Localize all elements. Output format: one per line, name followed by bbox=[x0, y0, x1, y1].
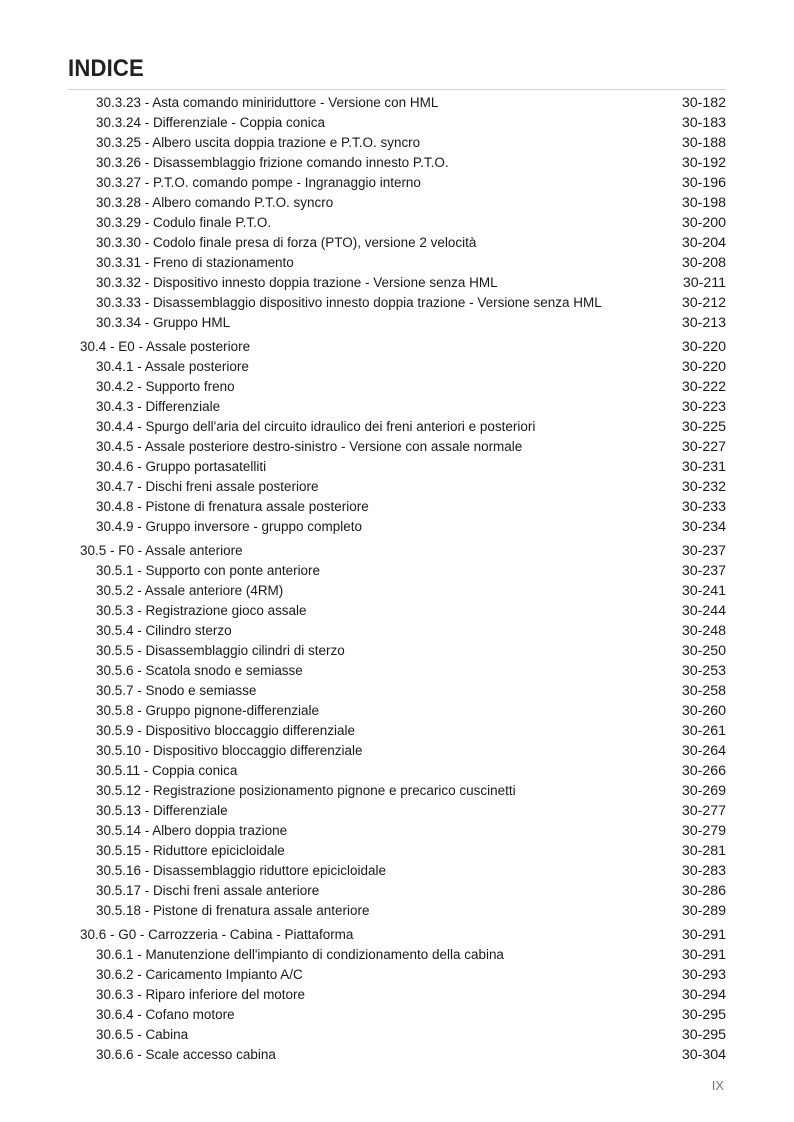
toc-entry-page: 30-222 bbox=[681, 379, 726, 395]
toc-entry[interactable] bbox=[80, 497, 726, 517]
toc-entry-label: 30.6 - G0 - Carrozzeria - Cabina - Piattaforma bbox=[80, 927, 354, 943]
toc-entry[interactable] bbox=[80, 313, 726, 333]
toc-entry-page: 30-200 bbox=[681, 215, 726, 231]
toc-entry-label: 30.3.26 - Disassemblaggio frizione comando innesto P.T.O. bbox=[96, 155, 449, 171]
toc-entry-page: 30-293 bbox=[681, 967, 726, 983]
toc-entry-page: 30-294 bbox=[681, 987, 726, 1003]
toc-entry-label: 30.4.7 - Dischi freni assale posteriore bbox=[96, 479, 319, 495]
toc-entry-label: 30.6.6 - Scale accesso cabina bbox=[96, 1047, 276, 1063]
toc-entry-label: 30.6.1 - Manutenzione dell'impianto di condizionamento della cabina bbox=[96, 947, 504, 963]
toc-entry-page: 30-304 bbox=[681, 1047, 726, 1063]
table-of-contents bbox=[80, 93, 726, 1065]
toc-entry-page: 30-213 bbox=[681, 315, 726, 331]
toc-entry-label: 30.4.3 - Differenziale bbox=[96, 399, 221, 415]
toc-entry[interactable] bbox=[80, 1025, 726, 1045]
toc-entry-page: 30-250 bbox=[681, 643, 726, 659]
toc-entry-label: 30.5.5 - Disassemblaggio cilindri di sterzo bbox=[96, 643, 345, 659]
toc-entry-page: 30-248 bbox=[681, 623, 726, 639]
toc-entry[interactable] bbox=[80, 377, 726, 397]
toc-entry-page: 30-291 bbox=[681, 947, 726, 963]
toc-entry-page: 30-232 bbox=[681, 479, 726, 495]
toc-entry[interactable] bbox=[80, 113, 726, 133]
toc-entry-label: 30.4.4 - Spurgo dell'aria del circuito idraulico dei freni anteriori e posteriori bbox=[96, 419, 536, 435]
toc-entry-label: 30.5.2 - Assale anteriore (4RM) bbox=[96, 583, 284, 599]
toc-entry[interactable] bbox=[80, 93, 726, 113]
toc-entry-page: 30-237 bbox=[681, 543, 726, 559]
toc-entry-page: 30-198 bbox=[681, 195, 726, 211]
toc-entry[interactable] bbox=[80, 397, 726, 417]
toc-entry[interactable] bbox=[80, 193, 726, 213]
toc-entry[interactable] bbox=[80, 133, 726, 153]
toc-entry-page: 30-295 bbox=[681, 1027, 726, 1043]
toc-entry-label: 30.5.6 - Scatola snodo e semiasse bbox=[96, 663, 303, 679]
toc-entry[interactable] bbox=[80, 581, 726, 601]
toc-entry[interactable] bbox=[80, 641, 726, 661]
toc-entry[interactable] bbox=[80, 1045, 726, 1065]
page-title: INDICE bbox=[68, 55, 144, 82]
toc-entry-label: 30.3.33 - Disassemblaggio dispositivo innesto doppia trazione - Versione senza HML bbox=[96, 295, 602, 311]
toc-entry-page: 30-233 bbox=[681, 499, 726, 515]
toc-entry-page: 30-188 bbox=[681, 135, 726, 151]
toc-entry-page: 30-261 bbox=[681, 723, 726, 739]
toc-entry[interactable] bbox=[80, 273, 726, 293]
toc-entry-label: 30.5.9 - Dispositivo bloccaggio differenziale bbox=[96, 723, 355, 739]
toc-entry-label: 30.4 - E0 - Assale posteriore bbox=[80, 339, 251, 355]
toc-entry-label: 30.5.17 - Dischi freni assale anteriore bbox=[96, 883, 320, 899]
toc-entry-label: 30.5.16 - Disassemblaggio riduttore epicicloidale bbox=[96, 863, 386, 879]
toc-entry-label: 30.6.4 - Cofano motore bbox=[96, 1007, 235, 1023]
toc-entry-label: 30.4.1 - Assale posteriore bbox=[96, 359, 249, 375]
toc-entry[interactable] bbox=[80, 417, 726, 437]
toc-entry[interactable] bbox=[80, 781, 726, 801]
toc-entry[interactable] bbox=[80, 861, 726, 881]
toc-entry-label: 30.3.29 - Codulo finale P.T.O. bbox=[96, 215, 272, 231]
toc-entry[interactable] bbox=[80, 213, 726, 233]
toc-entry[interactable] bbox=[80, 457, 726, 477]
toc-entry[interactable] bbox=[80, 841, 726, 861]
toc-entry[interactable] bbox=[80, 945, 726, 965]
toc-entry[interactable] bbox=[80, 741, 726, 761]
toc-entry[interactable] bbox=[80, 293, 726, 313]
toc-entry-page: 30-277 bbox=[681, 803, 726, 819]
toc-entry-page: 30-269 bbox=[681, 783, 726, 799]
toc-entry-page: 30-253 bbox=[681, 663, 726, 679]
toc-entry[interactable] bbox=[80, 253, 726, 273]
toc-entry[interactable] bbox=[80, 561, 726, 581]
toc-entry-label: 30.5.1 - Supporto con ponte anteriore bbox=[96, 563, 321, 579]
toc-entry-label: 30.5.3 - Registrazione gioco assale bbox=[96, 603, 307, 619]
toc-entry[interactable] bbox=[80, 661, 726, 681]
toc-entry-label: 30.3.28 - Albero comando P.T.O. syncro bbox=[96, 195, 334, 211]
toc-entry-page: 30-289 bbox=[681, 903, 726, 919]
toc-entry-label: 30.4.5 - Assale posteriore destro-sinistro - Versione con assale normale bbox=[96, 439, 523, 455]
toc-entry-page: 30-225 bbox=[681, 419, 726, 435]
toc-entry[interactable] bbox=[80, 173, 726, 193]
toc-entry-page: 30-279 bbox=[681, 823, 726, 839]
toc-entry-label: 30.4.9 - Gruppo inversore - gruppo completo bbox=[96, 519, 362, 535]
toc-entry-label: 30.3.34 - Gruppo HML bbox=[96, 315, 231, 331]
toc-entry-label: 30.6.5 - Cabina bbox=[96, 1027, 189, 1043]
toc-entry[interactable] bbox=[80, 153, 726, 173]
toc-entry-page: 30-241 bbox=[681, 583, 726, 599]
toc-entry-page: 30-192 bbox=[681, 155, 726, 171]
toc-entry-label: 30.3.32 - Dispositivo innesto doppia trazione - Versione senza HML bbox=[96, 275, 498, 291]
toc-section-entry[interactable] bbox=[80, 541, 726, 561]
toc-entry[interactable] bbox=[80, 881, 726, 901]
toc-entry-page: 30-223 bbox=[681, 399, 726, 415]
toc-entry[interactable] bbox=[80, 357, 726, 377]
toc-entry-page: 30-258 bbox=[681, 683, 726, 699]
toc-entry[interactable] bbox=[80, 985, 726, 1005]
toc-section-entry[interactable] bbox=[80, 337, 726, 357]
toc-entry-page: 30-237 bbox=[681, 563, 726, 579]
toc-entry-label: 30.4.6 - Gruppo portasatelliti bbox=[96, 459, 267, 475]
toc-entry-label: 30.3.31 - Freno di stazionamento bbox=[96, 255, 294, 271]
toc-entry-label: 30.5.12 - Registrazione posizionamento pignone e precarico cuscinetti bbox=[96, 783, 516, 799]
toc-entry-page: 30-220 bbox=[681, 359, 726, 375]
toc-entry[interactable] bbox=[80, 701, 726, 721]
title-divider bbox=[68, 89, 726, 90]
toc-entry[interactable] bbox=[80, 233, 726, 253]
toc-entry-label: 30.3.27 - P.T.O. comando pompe - Ingranaggio interno bbox=[96, 175, 421, 191]
toc-entry-label: 30.3.25 - Albero uscita doppia trazione e P.T.O. syncro bbox=[96, 135, 421, 151]
toc-entry-page: 30-244 bbox=[681, 603, 726, 619]
toc-entry-label: 30.5.7 - Snodo e semiasse bbox=[96, 683, 257, 699]
toc-entry-label: 30.5 - F0 - Assale anteriore bbox=[80, 543, 243, 559]
toc-entry[interactable] bbox=[80, 721, 726, 741]
toc-entry-page: 30-281 bbox=[681, 843, 726, 859]
toc-entry-page: 30-264 bbox=[681, 743, 726, 759]
toc-entry-page: 30-196 bbox=[681, 175, 726, 191]
toc-entry-page: 30-295 bbox=[681, 1007, 726, 1023]
toc-entry-label: 30.5.10 - Dispositivo bloccaggio differenziale bbox=[96, 743, 363, 759]
toc-entry-page: 30-266 bbox=[681, 763, 726, 779]
toc-section-entry[interactable] bbox=[80, 925, 726, 945]
toc-entry-page: 30-220 bbox=[681, 339, 726, 355]
toc-entry[interactable] bbox=[80, 965, 726, 985]
toc-entry-page: 30-231 bbox=[681, 459, 726, 475]
toc-entry[interactable] bbox=[80, 437, 726, 457]
toc-entry-label: 30.4.8 - Pistone di frenatura assale posteriore bbox=[96, 499, 369, 515]
toc-entry-page: 30-234 bbox=[681, 519, 726, 535]
toc-entry[interactable] bbox=[80, 601, 726, 621]
toc-entry[interactable] bbox=[80, 517, 726, 537]
toc-entry-page: 30-286 bbox=[681, 883, 726, 899]
toc-entry-label: 30.5.14 - Albero doppia trazione bbox=[96, 823, 288, 839]
toc-entry-label: 30.4.2 - Supporto freno bbox=[96, 379, 235, 395]
toc-entry[interactable] bbox=[80, 621, 726, 641]
toc-entry[interactable] bbox=[80, 761, 726, 781]
toc-entry-page: 30-208 bbox=[681, 255, 726, 271]
toc-entry-page: 30-291 bbox=[681, 927, 726, 943]
toc-entry[interactable] bbox=[80, 901, 726, 921]
toc-entry-label: 30.3.24 - Differenziale - Coppia conica bbox=[96, 115, 326, 131]
toc-entry-label: 30.6.3 - Riparo inferiore del motore bbox=[96, 987, 306, 1003]
toc-entry-page: 30-204 bbox=[681, 235, 726, 251]
toc-entry-page: 30-211 bbox=[682, 275, 726, 291]
toc-entry[interactable] bbox=[80, 821, 726, 841]
toc-entry-label: 30.5.15 - Riduttore epicicloidale bbox=[96, 843, 285, 859]
toc-entry-label: 30.5.13 - Differenziale bbox=[96, 803, 228, 819]
toc-entry-label: 30.5.18 - Pistone di frenatura assale anteriore bbox=[96, 903, 370, 919]
toc-entry[interactable] bbox=[80, 477, 726, 497]
toc-entry-label: 30.5.4 - Cilindro sterzo bbox=[96, 623, 232, 639]
toc-entry-page: 30-212 bbox=[681, 295, 726, 311]
toc-entry-label: 30.5.8 - Gruppo pignone-differenziale bbox=[96, 703, 320, 719]
toc-entry-label: 30.5.11 - Coppia conica bbox=[96, 763, 238, 779]
toc-entry-page: 30-227 bbox=[681, 439, 726, 455]
toc-entry-label: 30.6.2 - Caricamento Impianto A/C bbox=[96, 967, 303, 983]
toc-entry[interactable] bbox=[80, 801, 726, 821]
toc-entry-page: 30-283 bbox=[681, 863, 726, 879]
page-number: IX bbox=[711, 1078, 724, 1093]
toc-entry-label: 30.3.30 - Codolo finale presa di forza (PTO), versione 2 velocità bbox=[96, 235, 477, 251]
toc-entry[interactable] bbox=[80, 1005, 726, 1025]
toc-entry-page: 30-182 bbox=[681, 95, 726, 111]
toc-entry-page: 30-183 bbox=[681, 115, 726, 131]
toc-entry[interactable] bbox=[80, 681, 726, 701]
toc-entry-label: 30.3.23 - Asta comando miniriduttore - Versione con HML bbox=[96, 95, 439, 111]
toc-entry-page: 30-260 bbox=[681, 703, 726, 719]
